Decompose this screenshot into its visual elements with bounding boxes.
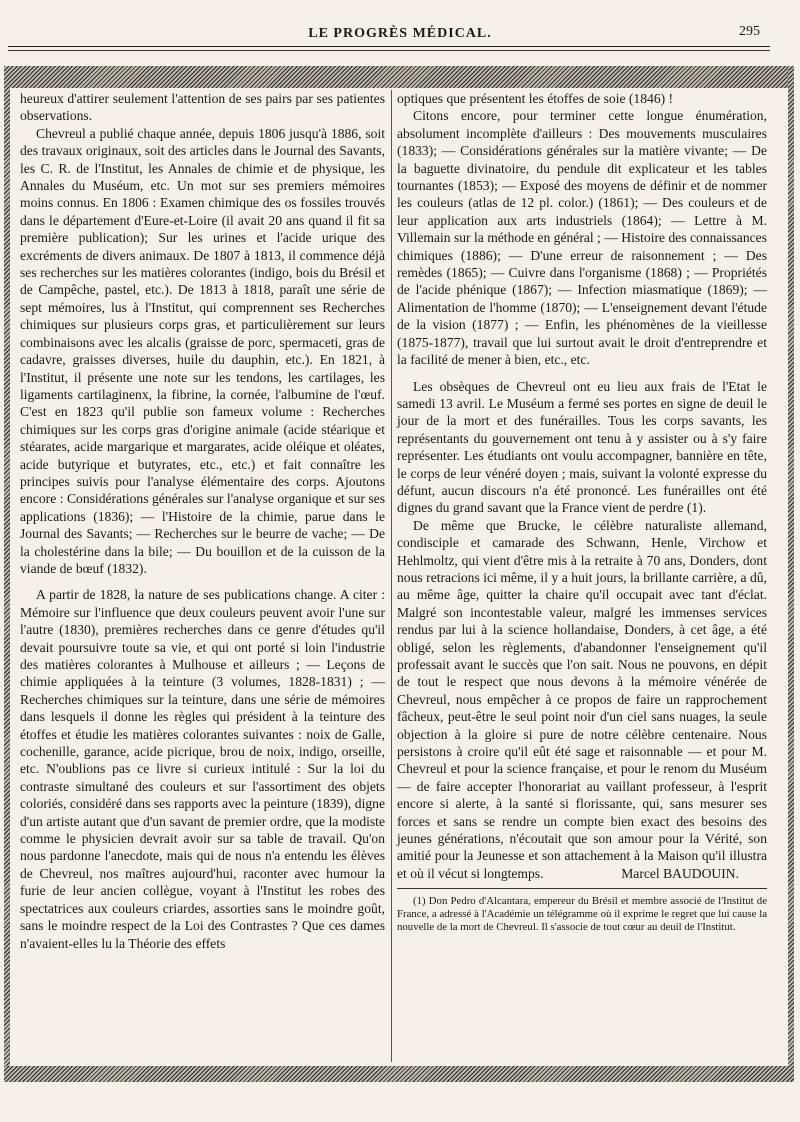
footnote-rule	[397, 888, 767, 889]
header-rule	[8, 46, 770, 47]
left-scan-band	[4, 66, 10, 1082]
running-title: LE PROGRÈS MÉDICAL.	[308, 26, 492, 41]
column-divider	[391, 90, 392, 1062]
paragraph: A partir de 1828, la nature de ses publications change. A citer : Mémoire sur l'influence que deux couleurs peuvent avoir l'une sur l'autre (1830), premières recherches dans ce genre d'études qu'il devait poursuivre toute sa vie, et qui ont porté si loin l'industrie des matières colorantes à Mulhouse et ailleurs ; — Leçons de chimie appliquées à la teinture (3 volumes, 1828-1831) ; — Recherches chimiques sur la teinture, dans une série de mémoires dans lesquels il donne les règles qui président à la teinture des étoffes et étudie les matières colorantes suivantes : noix de Galle, cochenille, garance, acide picrique, brou de noix, indigo, orseille, etc. N'oublions pas ce livre si curieux intitulé : Sur la loi du contraste simultané des couleurs et sur l'assortiment des objets coloriés, considéré dans ses rapports avec la peinture (1839), digne d'un artiste autant que d'un savant de premier ordre, que la modiste comme le physicien devrait avoir sur sa table de travail. Qu'on nous pardonne l'anecdote, mais qui de nous n'a entendu les élèves de Chevreul, nos maîtres aujourd'hui, raconter avec humour la furie de leur ancien collègue, voyant à l'Institut les robes des spectatrices aux couleurs criardes, assorties sans le moindre goût, sans le moindre respect de la Loi des Contrastes ? Que ces dames n'avaient-elles lu la Théorie des effets	[20, 587, 385, 951]
page-number: 295	[739, 24, 760, 39]
right-column	[397, 90, 767, 934]
paragraph: De même que Brucke, le célèbre naturaliste allemand, condisciple et camarade des Schwann, Henle, Virchow et Hehlmoltz, qui vient d'être mis à la retraite à 70 ans, Donders, dont nous retracions ici même, il y a huit jours, la brillante carrière, a dû, au même âge, quitter la chaire qu'il occupait avec tant d'éclat. Malgré son incontestable valeur, malgré les immenses services rendus par lui à la science hollandaise, Donders, à cet âge, a été obligé, selon les règlements, d'abandonner l'enseignement qu'il professait avant le succès que l'on sait. Nous ne pouvons, en dépit de tout le respect que nous devons à la mémoire vénérée de Chevreul, nous empêcher à ce propos de faire un rapprochement fâcheux, peut-être le seul point noir d'un ciel sans nuages, la seule objection à la gloire si pure de notre célèbre centenaire. Nous persistons à croire qu'il eût été sage et raisonnable — et pour M. Chevreul et pour la science française, et pour le renom du Muséum — de faire accepter l'honorariat au vaillant professeur, à l'esprit encore si alerte, à la santé si florissante, qui, sans mesurer ses forces et sans se rendre un compte bien exact des besoins des jeunes générations, n'écoutait que son amour pour la Vérité, son amitié pour la Jeunesse et son attachement à la Maison qu'il illustra et où il vécut si longtemps.	[397, 517, 767, 881]
footnote: (1) Don Pedro d'Alcantara, empereur du Brésil et membre associé de l'Institut de France, a adressé à l'Académie un télégramme où il exprime le regret que lui cause la nouvelle de la mort de Chevreul. Il s'associe de tout cœur au deuil de l'Institut.	[397, 895, 767, 934]
paragraph: heureux d'attirer seulement l'attention de ses pairs par ses patientes observations.	[20, 91, 385, 124]
bottom-scan-band	[4, 1066, 794, 1082]
paragraph: Chevreul a publié chaque année, depuis 1806 jusqu'à 1886, soit des travaux originaux, soit des articles dans le Journal des Savants, les C. R. de l'Institut, les Annales de chimie et de physique, les Annales du Muséum, etc. Un mot sur ses premiers mémoires moins connus. En 1806 : Examen chimique des os fossiles trouvés dans le département d'Eure-et-Loire (il avait 20 ans quand il fit sa première publication); Sur les urines et l'acide urique des excréments de divers animaux. De 1807 à 1813, il commence déjà ses recherches sur les matières colorantes (indigo, bois du Brésil et de Campêche, pastel, etc.). De 1813 à 1818, paraît une série de sept mémoires, lus à l'Institut, qui comprennent ses Recherches chimiques sur plusieurs corps gras, et particulièrement sur leurs combinaisons avec les alcalis (graisse de porc, spermaceti, gras de cadavre, graisses diverses, huile du dauphin, etc.). En 1821, à l'Institut, il présente une note sur les tendons, les cartilages, les ligaments cartilaginenx, la fibrine, la cornée, l'albumine de l'œuf. C'est en 1823 qu'il publie son fameux volume : Recherches chimiques sur les corps gras d'origine animale (acide stéarique et stéarates, acide margarique et margarates, acide oléique et oléates, acide butyrique et butyrates, etc., etc.) et fait connaître les principes suivis pour l'analyse élémentaire des corps. Ajoutons encore : Considérations générales sur l'analyse organique et sur ses applications (1836); — l'Histoire de la chimie, parue dans le Journal des Savants; — Recherches sur le beurre de vache; — De la cholestérine dans la bile; — Du bouillon et de la cuisson de la viande de bœuf (1832).	[20, 125, 385, 576]
top-scan-band	[4, 66, 794, 88]
paragraph: Les obsèques de Chevreul ont eu lieu aux frais de l'Etat le samedi 13 avril. Le Muséum a fermé ses portes en signe de deuil le jour de la mort et des funérailles. Tous les corps savants, les représentants du gouvernement ont tenu à y assister ou à s'y faire représenter. Les étudiants ont voulu accompagner, bannière en tête, le corps de leur vénéré doyen ; mais, suivant la volonté expresse du défunt, aucun discours n'a été prononcé. Les funérailles ont été dignes du grand savant que la France vient de perdre (1).	[397, 378, 767, 516]
right-scan-band	[788, 66, 794, 1082]
paragraph: Citons encore, pour terminer cette longue énumération, absolument incomplète d'ailleurs : Des mouvements musculaires (1833); — Considérations générales sur la matière vivante; — De la baguette divinatoire, du pendule dit explicateur et les tables tournantes (1853); — Exposé des moyens de définir et de nommer les couleurs (atlas de 12 pl. color.) (1861); — Des couleurs et de leur application aux arts industriels (1864); — Lettre à M. Villemain sur la méthode en général ; — Histoire des connaissances chimiques (1886); — D'une erreur de raisonnement ; — Des remèdes (1865); — Cuivre dans l'organisme (1868) ; — Propriétés de l'acide phénique (1867); — Infection miasmatique (1869); — Alimentation de l'homme (1870); — L'enseignement devant l'étude de la vision (1877) ; — Enfin, les phénomènes de la vieillesse (1875-1877), travail que lui surtout avait le droit d'entreprendre et la facilité de mener à bien, etc., etc.	[397, 108, 767, 368]
signature: Marcel BAUDOUIN.	[621, 865, 739, 881]
paragraph: optiques que présentent les étoffes de soie (1846) !	[397, 91, 674, 106]
left-column	[20, 90, 385, 952]
header-rule-thin	[8, 50, 770, 51]
page-header	[0, 0, 800, 46]
